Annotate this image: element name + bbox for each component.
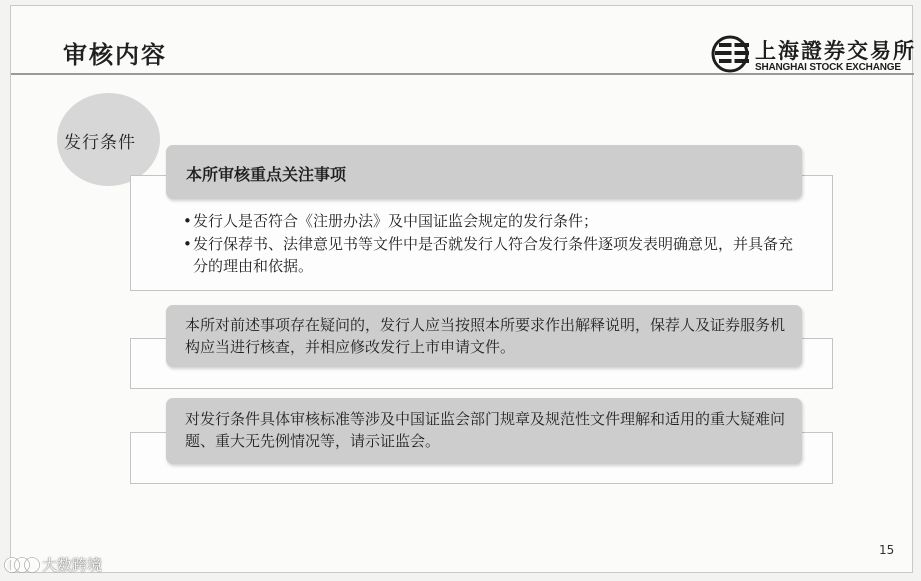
watermark-logo-icon (4, 556, 40, 574)
sse-logo-icon (711, 33, 751, 73)
logo (711, 33, 916, 77)
header-divider (11, 73, 914, 75)
list-item: • 发行保荐书、法律意见书等文件中是否就发行人符合发行条件逐项发表明确意见，并具备充分的理由和依据。 (183, 233, 793, 277)
box1-heading: 本所审核重点关注事项 (186, 165, 347, 184)
page-number: 15 (879, 543, 895, 557)
box1-bullet-list (183, 210, 793, 277)
list-item: • 发行人是否符合《注册办法》及中国证监会规定的发行条件； (183, 210, 793, 232)
box3-text: 对发行条件具体审核标准等涉及中国证监会部门规章及规范性文件理解和适用的重大疑难问题、重大无先例情况等，请示证监会。 (185, 410, 786, 450)
box2-text: 本所对前述事项存在疑问的，发行人应当按照本所要求作出解释说明，保荐人及证券服务机构应当进行核查，并相应修改发行上市申请文件。 (185, 316, 786, 356)
section-label: 发行条件 (64, 133, 136, 153)
logo-name-en: SHANGHAI STOCK EXCHANGE (755, 62, 901, 73)
watermark-text: 大数跨境 (42, 556, 103, 574)
logo-name-cn: 上海證券交易所 (755, 38, 916, 63)
page-title: 审核内容 (63, 41, 167, 69)
